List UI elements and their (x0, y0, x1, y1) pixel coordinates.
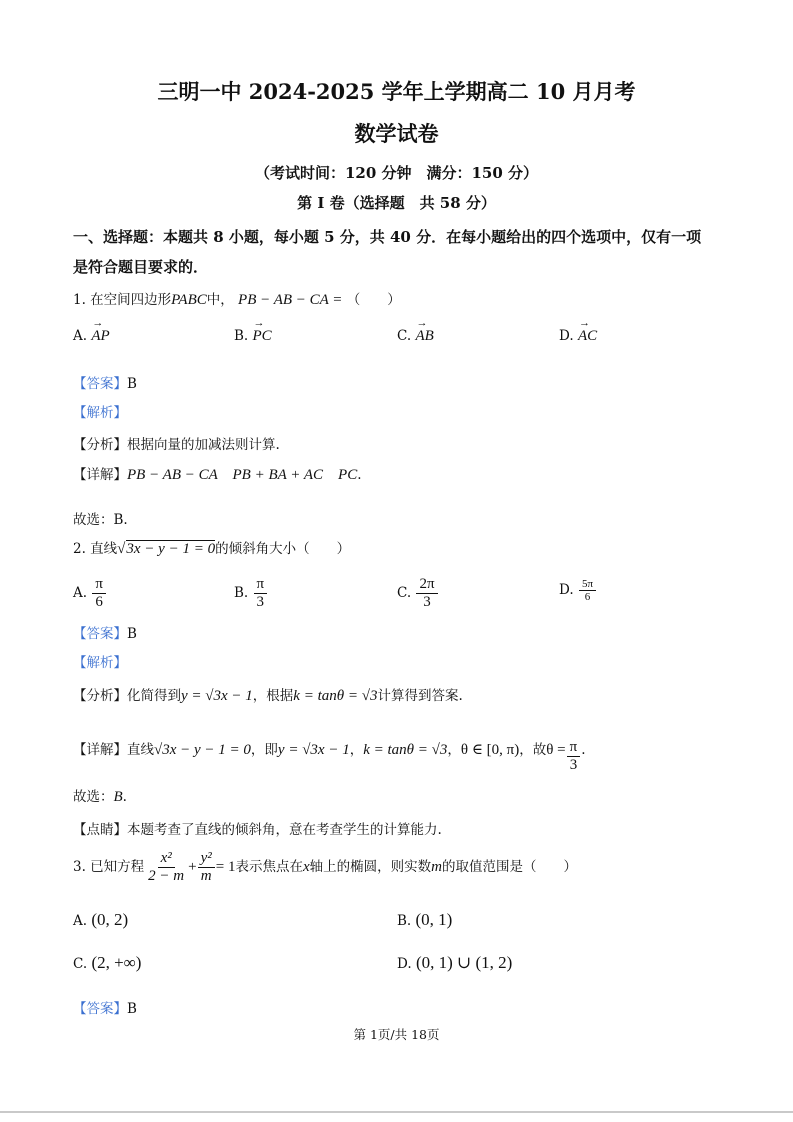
conclusion-end: . (122, 789, 127, 805)
q1-expr: PB − AB − CA = (238, 292, 343, 308)
q1-fenxi (73, 433, 280, 453)
answer-tag: 【答案】 (73, 626, 127, 642)
frac-den: 3 (569, 757, 578, 773)
fenxi-eq: y = √3x − 1 (181, 688, 253, 704)
answer-tag: 【答案】 (73, 376, 127, 392)
q3-answer (73, 997, 137, 1017)
frac-num: π (254, 576, 268, 594)
q2-answer (73, 622, 137, 642)
fenxi-mid: ，根据 (252, 688, 294, 704)
detail-t3: ， (447, 742, 461, 758)
q3-frac1 (145, 850, 187, 885)
section-heading-line2: 是符合题目要求的． (73, 258, 209, 276)
sqrt-sign: √ (117, 541, 126, 557)
detail-end: . (357, 467, 362, 483)
frac-den: m (200, 868, 212, 884)
detail-tag: 【详解】 (73, 742, 127, 758)
dianjing-text: 本题考查了直线的倾斜角，意在考查学生的计算能力. (127, 822, 442, 838)
conclusion-prefix: 故选： (73, 789, 114, 805)
detail-eq4: θ ∈ [0, π) (460, 742, 520, 758)
q3-plus: + (188, 859, 197, 875)
frac-den: 3 (256, 594, 265, 610)
option-fraction (579, 578, 596, 603)
q3-var: m (431, 859, 442, 875)
option-value: (2, +∞) (91, 953, 142, 972)
option-label: B. (234, 585, 249, 601)
option-label: D. (559, 328, 574, 344)
answer-value: B (127, 1001, 137, 1017)
q2-option-c (397, 576, 439, 611)
detail-theta: θ = (546, 742, 566, 758)
option-label: C. (397, 585, 412, 601)
detail-prefix: 直线 (127, 742, 154, 758)
frac-num: π (92, 576, 106, 594)
q2-conclusion (73, 785, 127, 806)
frac-num: 2π (416, 576, 437, 594)
frac-den: 6 (95, 594, 103, 610)
subject-title: 数学试卷 (354, 121, 439, 146)
q3-stem-mid2: 轴上的椭圆，则实数 (309, 859, 432, 875)
q3-option-d (397, 953, 512, 973)
option-value: → AB (415, 328, 433, 345)
page-footer: 第 1页/共 18页 (353, 1027, 440, 1042)
fenxi-suffix: 计算得到答案. (377, 688, 463, 704)
q2-stem-prefix: 2. 直线 (73, 541, 118, 557)
frac-den: 6 (584, 591, 591, 603)
option-value: → AC (578, 328, 597, 345)
option-label: C. (73, 956, 88, 972)
q2-stem-suffix: 的倾斜角大小（ ） (215, 541, 351, 557)
frac-den: 3 (423, 594, 431, 610)
volume-title: 第 I 卷（选择题 共 58 分） (297, 194, 496, 212)
option-label: C. (397, 328, 412, 344)
detail-eq3: k = tanθ = √3 (363, 742, 448, 758)
q1-option-d (559, 328, 597, 345)
q1-detail (73, 463, 362, 484)
detail-t4: ，故 (519, 742, 547, 758)
q1-option-c (397, 328, 434, 345)
detail-tag: 【详解】 (73, 467, 127, 483)
exam-info: （考试时间：120 分钟 满分：150 分） (254, 164, 539, 182)
answer-value: B (127, 626, 137, 642)
q1-jiexi-tag: 【解析】 (73, 405, 127, 421)
q3-axis: x (302, 859, 310, 875)
option-label: A. (73, 328, 88, 344)
detail-t1: ，即 (250, 742, 278, 758)
detail-t2: ， (349, 742, 364, 758)
q1-stem-prefix: 1. 在空间四边形 (73, 292, 172, 308)
q3-option-c (73, 953, 141, 973)
frac-num: 5π (579, 578, 596, 591)
option-fraction (416, 576, 437, 611)
option-label: A. (73, 913, 88, 929)
detail-eq2: y = √3x − 1 (277, 742, 350, 758)
frac-num: x² (158, 850, 175, 868)
page-bottom-divider (0, 1111, 793, 1113)
q1-option-b (234, 328, 272, 345)
exam-title: 三明一中 2024-2025 学年上学期高二 10 月月考 (157, 79, 636, 104)
detail-fraction (567, 739, 581, 774)
section-heading-line1: 一、选择题：本题共 8 小题，每小题 5 分，共 40 分．在每小题给出的四个选项中，仅有一项 (73, 228, 702, 246)
q3-stem-suffix: 的取值范围是（ ） (442, 859, 577, 875)
q2-fenxi (73, 684, 463, 705)
detail-end: . (581, 742, 586, 758)
q2-jiexi-tag: 【解析】 (73, 655, 127, 671)
option-value: (0, 1) (415, 910, 453, 929)
q3-option-b (397, 910, 452, 930)
q2-option-b (234, 576, 268, 611)
fenxi-text: 根据向量的加减法则计算. (127, 437, 280, 453)
frac-num: y² (198, 850, 215, 868)
dianjing-tag: 【点睛】 (73, 822, 127, 838)
answer-value: B (127, 376, 137, 392)
option-value: → AP (91, 328, 109, 345)
option-fraction (92, 576, 106, 611)
conclusion-value: B (113, 789, 123, 805)
frac-den: 2 − m (148, 868, 185, 884)
q1-quad: PABC (171, 292, 207, 308)
answer-tag: 【答案】 (73, 1001, 127, 1017)
q3-option-a (73, 910, 128, 930)
q2-stem (73, 537, 350, 558)
fenxi-tag: 【分析】 (73, 437, 127, 453)
option-label: D. (397, 956, 412, 972)
option-value: (0, 1) ∪ (1, 2) (415, 953, 513, 972)
q3-frac2 (198, 850, 215, 885)
detail-expr: PB − AB − CA PB + BA + AC PC (127, 467, 358, 483)
q1-conclusion: 故选：B. (73, 512, 128, 528)
option-fraction (254, 576, 268, 611)
fenxi-prefix: 化简得到 (127, 688, 181, 704)
option-label: A. (73, 585, 88, 601)
q2-detail (73, 733, 586, 773)
fenxi-k: k = tanθ = √3 (293, 688, 378, 704)
q1-stem (73, 288, 401, 309)
q3-stem (73, 850, 577, 885)
option-label: D. (559, 582, 574, 598)
option-value: (0, 2) (91, 910, 129, 929)
q1-paren: （ ） (346, 292, 401, 308)
q3-eq: = 1 (215, 859, 236, 875)
q3-stem-prefix: 3. 已知方程 (73, 859, 145, 875)
option-label: B. (397, 913, 412, 929)
option-label: B. (234, 328, 249, 344)
q2-option-a (73, 576, 107, 611)
frac-num: π (567, 739, 581, 757)
q1-option-a (73, 328, 110, 345)
detail-eq1: √3x − y − 1 = 0 (154, 742, 251, 758)
q1-stem-mid: 中， (206, 292, 234, 308)
option-value: → PC (253, 328, 272, 345)
q1-answer (73, 372, 137, 392)
fenxi-tag: 【分析】 (73, 688, 127, 704)
q2-dianjing (73, 818, 442, 838)
q2-option-d (559, 578, 597, 603)
q3-stem-mid: 表示焦点在 (235, 859, 303, 875)
q2-line-eq: 3x − y − 1 = 0 (126, 541, 216, 557)
